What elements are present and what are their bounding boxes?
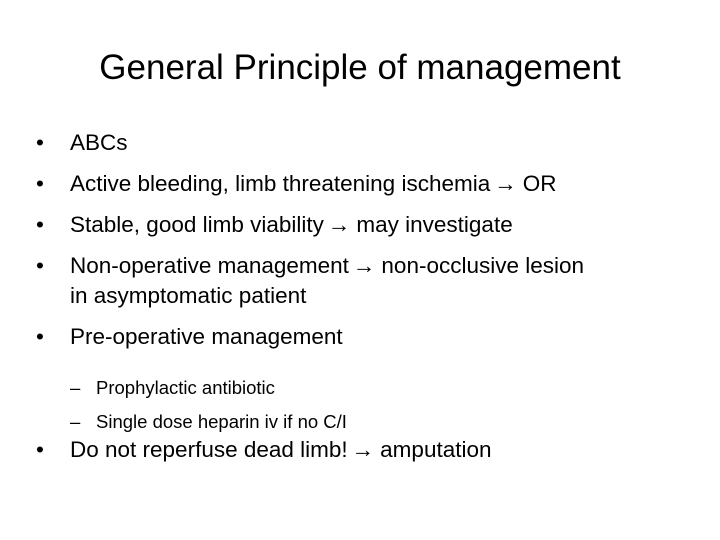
dash-icon: – <box>70 377 81 398</box>
arrow-right-icon: → <box>494 171 517 196</box>
bullet-icon: • <box>36 171 44 196</box>
bullet-text: Non-operative management <box>70 253 349 278</box>
sub-bullet-text: Single dose heparin iv if no C/I <box>96 411 347 432</box>
sub-bullet-item <box>36 410 686 434</box>
bullet-icon: • <box>36 437 44 462</box>
bullet-item <box>36 128 686 158</box>
bullet-text: ABCs <box>70 130 128 155</box>
bullet-icon: • <box>36 253 44 278</box>
dash-icon: – <box>70 411 81 432</box>
bullet-list <box>36 128 686 363</box>
bullet-text-after: may investigate <box>356 212 513 237</box>
arrow-right-icon: → <box>327 212 351 237</box>
bullet-item <box>36 210 686 240</box>
bullet-text: Do not reperfuse dead limb! <box>70 437 348 462</box>
bullet-item <box>36 322 686 352</box>
arrow-right-icon: → <box>352 253 376 278</box>
bullet-continuation: in asymptomatic patient <box>70 283 307 308</box>
bullet-list-tail <box>36 435 686 476</box>
bullet-item <box>36 435 686 465</box>
sub-bullet-item <box>36 376 686 400</box>
bullet-text-after: non-occlusive lesion <box>381 253 585 278</box>
bullet-icon: • <box>36 130 44 155</box>
bullet-icon: • <box>36 324 44 349</box>
sub-bullet-list <box>36 376 686 444</box>
bullet-text: Active bleeding, limb threatening ischemia <box>70 171 491 196</box>
bullet-text-after: amputation <box>380 437 492 462</box>
bullet-text: Stable, good limb viability <box>70 212 324 237</box>
bullet-item <box>36 251 686 311</box>
slide-title: General Principle of management <box>99 48 621 87</box>
bullet-text-after: OR <box>522 171 557 196</box>
sub-bullet-text: Prophylactic antibiotic <box>96 377 275 398</box>
bullet-icon: • <box>36 212 44 237</box>
bullet-text: Pre-operative management <box>70 324 343 349</box>
arrow-right-icon: → <box>351 437 375 462</box>
bullet-item <box>36 169 686 199</box>
